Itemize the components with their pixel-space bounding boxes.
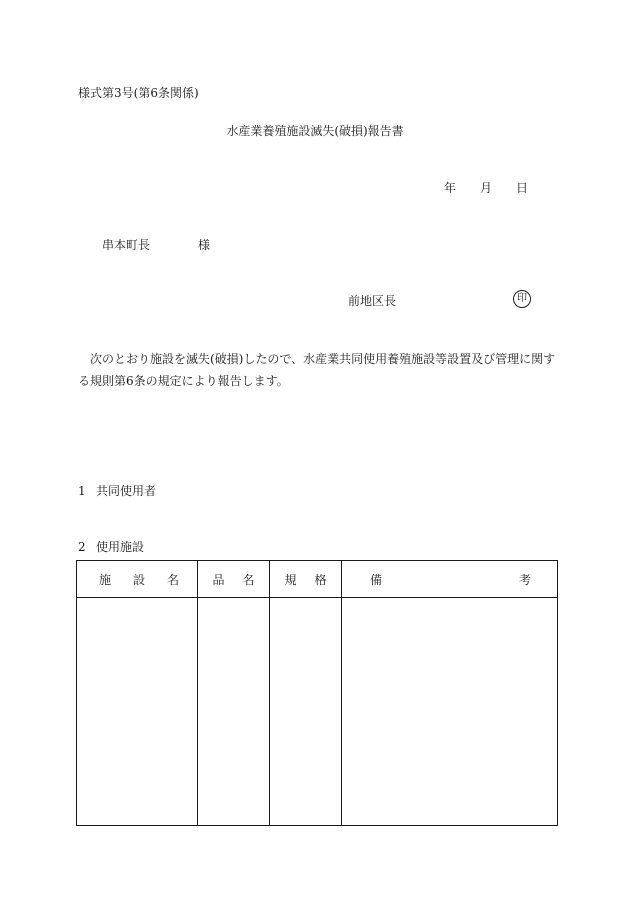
item-number: 2 xyxy=(78,540,86,554)
table-row xyxy=(77,598,558,826)
table-header-row xyxy=(77,561,558,598)
header-facility-name: 施 設 名 xyxy=(77,561,198,598)
cell-remarks[interactable] xyxy=(342,598,558,826)
seal-mark: 印 xyxy=(513,290,531,308)
form-number: 様式第3号(第6条関係) xyxy=(78,86,199,100)
cell-facility-name[interactable] xyxy=(77,598,198,826)
body-paragraph: 次のとおり施設を滅失(破損)したので、水産業共同使用養殖施設等設置及び管理に関する規則第6条の規定により報告します。 xyxy=(78,352,556,388)
addressee-honorific: 様 xyxy=(198,238,211,252)
item-label: 使用施設 xyxy=(96,540,145,554)
document-title: 水産業養殖施設滅失(破損)報告書 xyxy=(226,124,404,138)
date-month-label: 月 xyxy=(480,181,493,195)
date-line xyxy=(444,179,528,196)
date-day-label: 日 xyxy=(516,181,529,195)
item-facilities-used xyxy=(78,538,144,555)
addressee-name: 串本町長 xyxy=(102,238,151,252)
date-year-label: 年 xyxy=(444,181,457,195)
header-specification: 規 格 xyxy=(270,561,342,598)
cell-item-name[interactable] xyxy=(198,598,270,826)
item-label: 共同使用者 xyxy=(96,484,157,498)
facility-table xyxy=(76,560,558,826)
item-joint-users xyxy=(78,482,156,499)
addressee xyxy=(102,236,210,253)
reporter-label: 前地区長 xyxy=(348,294,397,308)
header-item-name: 品 名 xyxy=(198,561,270,598)
cell-specification[interactable] xyxy=(270,598,342,826)
item-number: 1 xyxy=(78,484,86,498)
header-remarks: 備 考 xyxy=(342,561,558,598)
